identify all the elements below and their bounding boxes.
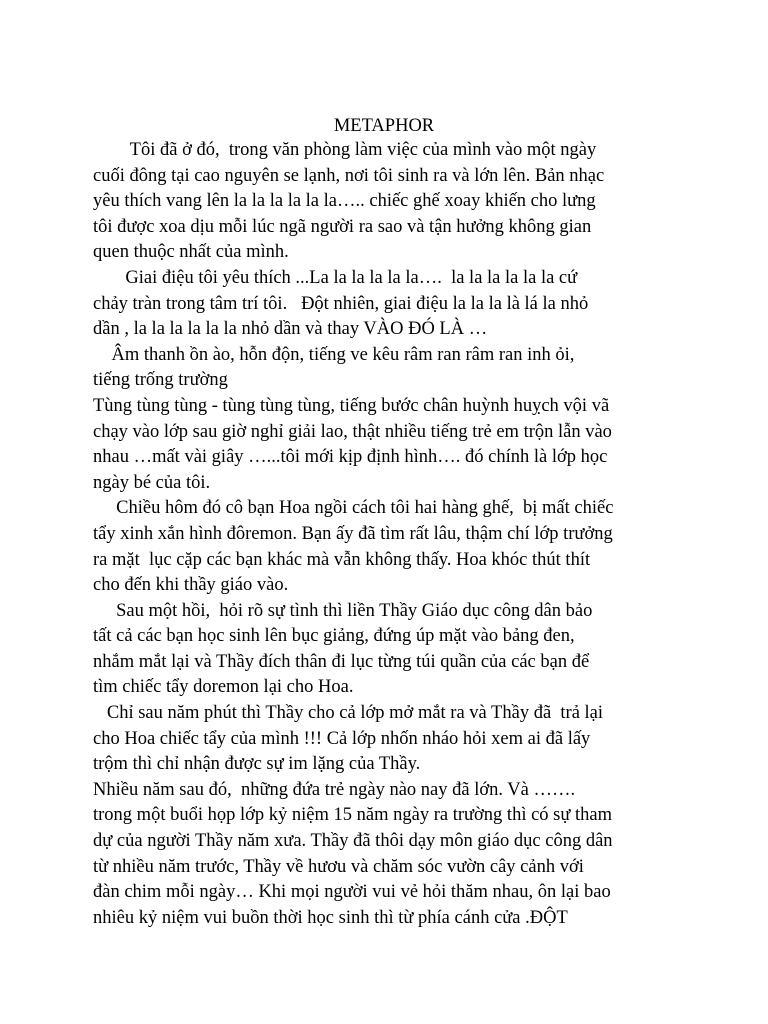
text-line: chạy vào lớp sau giờ nghỉ giải lao, thật nhiều tiếng trẻ em trộn lẫn vào — [93, 421, 612, 442]
document-title: METAPHOR — [333, 116, 435, 136]
text-line: đàn chim mỗi ngày… Khi mọi người vui vẻ hỏi thăm nhau, ôn lại bao — [93, 882, 611, 903]
text-line: nhiêu kỷ niệm vui buồn thời học sinh thì từ phía cánh cửa .ĐỘT — [93, 907, 568, 928]
text-line: Nhiều năm sau đó, những đứa trẻ ngày nào nay đã lớn. Và ……. — [93, 779, 576, 800]
text-line: tôi được xoa dịu mỗi lúc ngã người ra sao và tận hưởng không gian — [93, 216, 592, 237]
text-line: cho Hoa chiếc tẩy của mình !!! Cả lớp nhốn nháo hỏi xem ai đã lấy — [93, 728, 591, 749]
text-line: Sau một hồi, hỏi rõ sự tình thì liền Thầy Giáo dục công dân bảo — [93, 600, 593, 621]
text-line: trộm thì chỉ nhận được sự im lặng của Thầy. — [93, 754, 421, 775]
text-line: từ nhiều năm trước, Thầy về hươu và chăm sóc vườn cây cảnh với — [93, 856, 584, 877]
text-line: tiếng trống trường — [93, 370, 228, 391]
text-line: nhắm mắt lại và Thầy đích thân đi lục từng túi quần của các bạn để — [93, 651, 590, 672]
text-line: cho đến khi thầy giáo vào. — [93, 575, 289, 596]
text-line: dự của người Thầy năm xưa. Thầy đã thôi dạy môn giáo dục công dân — [93, 831, 613, 852]
text-line: quen thuộc nhất của mình. — [93, 242, 289, 263]
text-line: tất cả các bạn học sinh lên bục giảng, đứng úp mặt vào bảng đen, — [93, 626, 575, 647]
text-line: cuối đông tại cao nguyên se lạnh, nơi tôi sinh ra và lớn lên. Bản nhạc — [93, 165, 605, 186]
text-line: ra mặt lục cặp các bạn khác mà vẫn không thấy. Hoa khóc thút thít — [93, 549, 591, 570]
text-line: tẩy xinh xắn hình đôremon. Bạn ấy đã tìm rất lâu, thậm chí lớp trưởng — [93, 523, 613, 544]
text-line: dần , la la la la la la nhỏ dần và thay VÀO ĐÓ LÀ … — [93, 319, 488, 340]
text-line: trong một buổi họp lớp kỷ niệm 15 năm ngày ra trường thì có sự tham — [93, 805, 613, 826]
text-line: Giai điệu tôi yêu thích ...La la la la la la…. la la la la la la cứ — [93, 267, 578, 288]
text-line: chảy tràn trong tâm trí tôi. Đột nhiên, giai điệu la la la là lá la nhỏ — [93, 293, 589, 314]
text-line: Chỉ sau năm phút thì Thầy cho cả lớp mở mắt ra và Thầy đã trả lại — [93, 703, 604, 724]
text-line: ngày bé của tôi. — [93, 472, 211, 493]
text-line: Tùng tùng tùng - tùng tùng tùng, tiếng bước chân huỳnh huỵch vội vã — [93, 395, 610, 416]
text-line: Âm thanh ồn ào, hỗn độn, tiếng ve kêu râm ran râm ran inh ỏi, — [93, 344, 575, 365]
text-line: Tôi đã ở đó, trong văn phòng làm việc của mình vào một ngày — [93, 140, 597, 160]
text-line: tìm chiếc tẩy doremon lại cho Hoa. — [93, 677, 354, 698]
text-line: nhau …mất vài giây …...tôi mới kịp định hình…. đó chính là lớp học — [93, 447, 608, 468]
text-line: Chiều hôm đó cô bạn Hoa ngồi cách tôi hai hàng ghế, bị mất chiếc — [93, 498, 614, 519]
text-line: yêu thích vang lên la la la la la la….. chiếc ghế xoay khiến cho lưng — [93, 191, 596, 212]
document-body — [93, 138, 693, 931]
